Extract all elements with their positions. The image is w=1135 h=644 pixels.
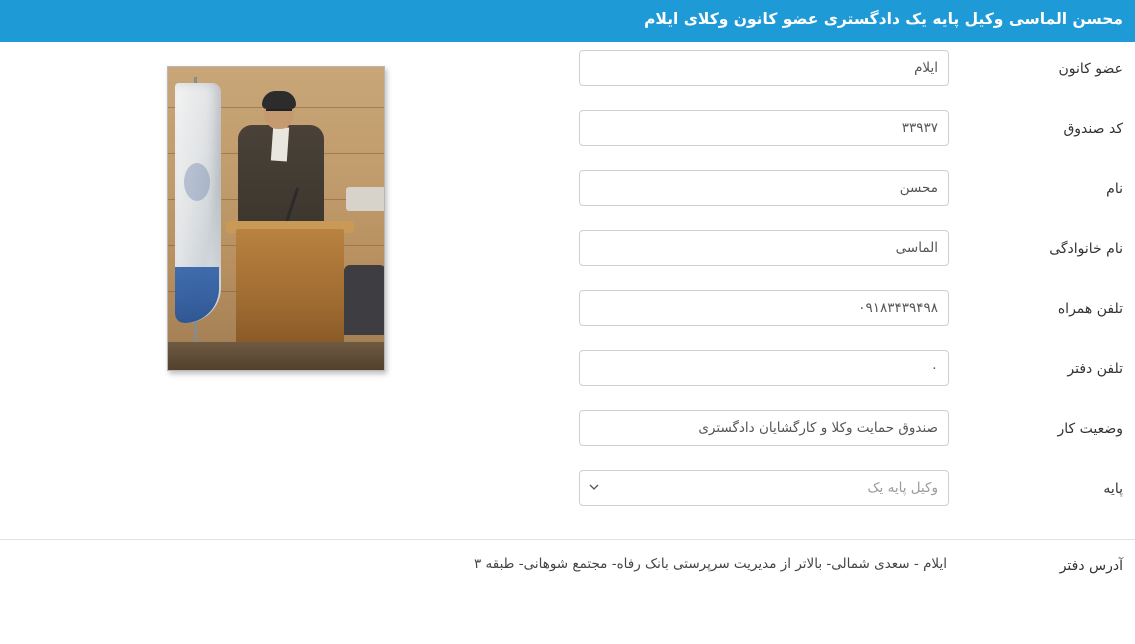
chair — [344, 265, 385, 335]
label-office-phone: تلفن دفتر — [1067, 361, 1123, 377]
level-select-wrap[interactable] — [579, 470, 949, 506]
input-work-status[interactable] — [579, 410, 949, 446]
page-header — [0, 0, 1135, 42]
photo-background — [168, 67, 384, 370]
label-first-name: نام — [1106, 181, 1123, 197]
level-select[interactable] — [579, 470, 949, 506]
field-row-work-status — [555, 402, 1135, 462]
field-row-first-name — [555, 162, 1135, 222]
label-work-status: وضعیت کار — [1057, 421, 1123, 437]
page-title: محسن الماسی وکیل پایه یک دادگستری عضو کانون وکلای ایلام — [644, 10, 1123, 28]
input-last-name[interactable] — [579, 230, 949, 266]
label-bar-association: عضو کانون — [1058, 61, 1123, 77]
label-office-address: آدرس دفتر — [1059, 558, 1123, 574]
page-content — [0, 42, 1135, 644]
label-mobile-phone: تلفن همراه — [1057, 301, 1123, 317]
person-shirt — [271, 126, 289, 161]
field-row-mobile-phone — [555, 282, 1135, 342]
lawyer-info-form — [555, 42, 1135, 522]
label-level: پایه — [1103, 481, 1123, 497]
field-row-last-name — [555, 222, 1135, 282]
flag-emblem — [184, 163, 210, 201]
input-first-name[interactable] — [579, 170, 949, 206]
lawyer-photo — [167, 66, 385, 371]
field-row-office-address — [0, 540, 1135, 644]
input-fund-code[interactable] — [579, 110, 949, 146]
field-row-office-phone — [555, 342, 1135, 402]
field-row-bar-association — [555, 42, 1135, 102]
person-glasses-icon — [266, 109, 292, 117]
input-bar-association[interactable] — [579, 50, 949, 86]
label-last-name: نام خانوادگی — [1049, 241, 1123, 257]
person-hair — [262, 91, 296, 109]
value-office-address: ایلام - سعدی شمالی- بالاتر از مدیریت سرپرستی بانک رفاه- مجتمع شوهانی- طبقه ۳ — [473, 556, 947, 572]
input-office-phone[interactable] — [579, 350, 949, 386]
field-row-level — [555, 462, 1135, 522]
floor — [168, 342, 384, 370]
field-row-fund-code — [555, 102, 1135, 162]
flag-stripe — [175, 267, 219, 323]
side-table — [346, 187, 385, 211]
input-mobile-phone[interactable] — [579, 290, 949, 326]
label-fund-code: کد صندوق — [1063, 121, 1123, 137]
